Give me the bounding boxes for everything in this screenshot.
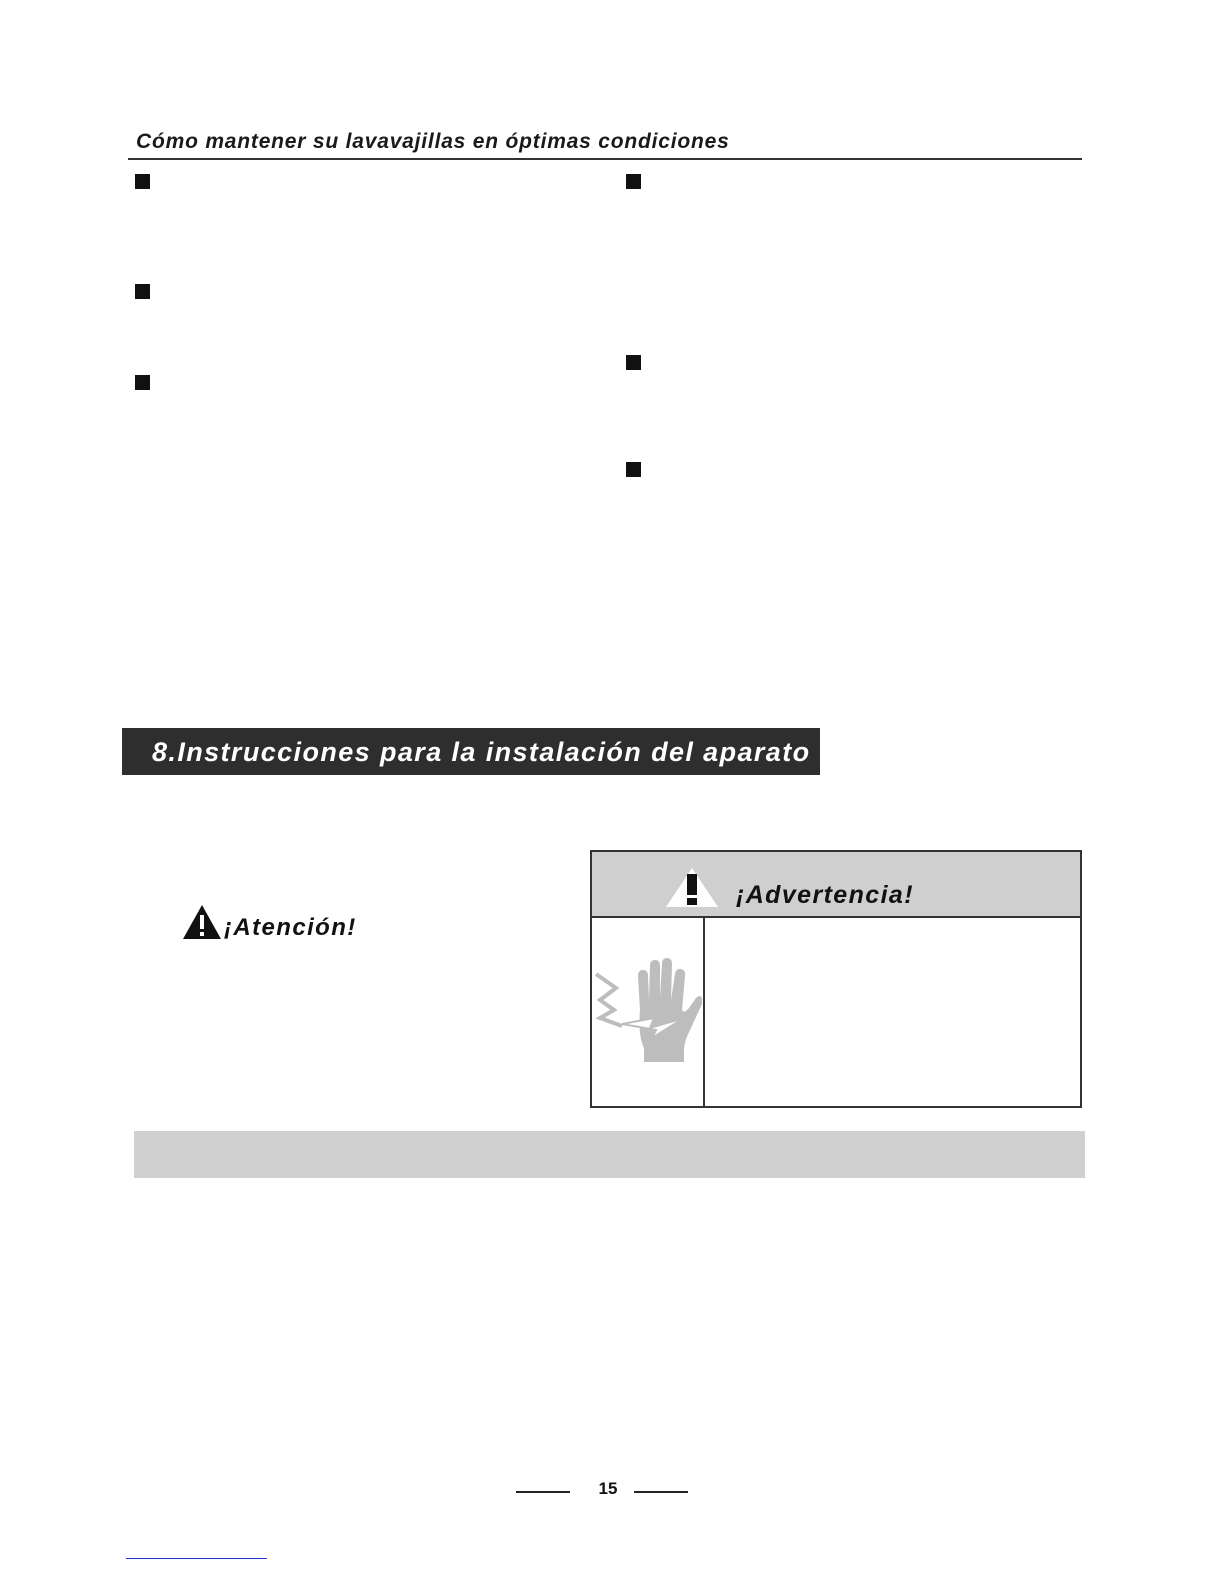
- warning-icon-cell: [592, 918, 705, 1106]
- bullet-square-icon: [626, 355, 641, 370]
- section-title: Cómo mantener su lavavajillas en óptimas condiciones: [136, 130, 730, 153]
- bullet-square-icon: [626, 462, 641, 477]
- warning-label: ¡Advertencia!: [736, 881, 914, 909]
- page-rule-right: [634, 1491, 688, 1493]
- exclamation-triangle-icon: [664, 866, 720, 908]
- attention-label: ¡Atención!: [224, 914, 357, 941]
- warning-header: [592, 852, 1080, 918]
- warning-triangle-icon: [182, 904, 222, 940]
- bullet-square-icon: [135, 375, 150, 390]
- bullet-square-icon: [626, 174, 641, 189]
- page-number: 15: [598, 1479, 618, 1498]
- electric-shock-hand-icon: [592, 918, 703, 1106]
- bullet-square-icon: [135, 284, 150, 299]
- bullet-square-icon: [135, 174, 150, 189]
- installation-heading: 8.Instrucciones para la instalación del aparato: [152, 737, 811, 767]
- notice-bar: [134, 1131, 1085, 1178]
- footer-link-line: [126, 1558, 267, 1559]
- page-rule-left: [516, 1491, 570, 1493]
- warning-box: [590, 850, 1082, 1108]
- section-rule: [128, 158, 1082, 160]
- installation-banner: [122, 728, 820, 775]
